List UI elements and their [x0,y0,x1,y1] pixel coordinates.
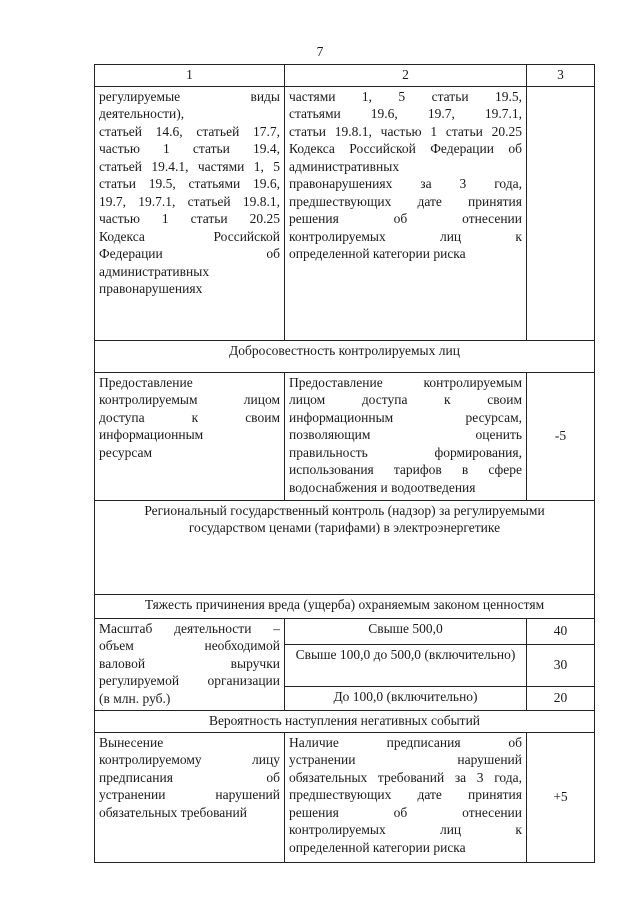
text-line: контролируемых лиц к [289,228,522,244]
orders-criterion-cell [95,732,285,862]
text-line: частью 1 статьи 20.25 [99,211,280,226]
text-line: устранении нарушений [99,787,280,802]
text-line: правонарушениях за 3 года, [289,176,522,191]
continuation-score-cell [527,86,595,340]
text-line: 19.7, 19.7.1, статьей 19.8.1, [99,193,280,209]
scale-score-cell: 20 [527,686,595,710]
header-col-2: 2 [285,65,527,87]
text-line: предшествующих дате принятия [289,787,522,802]
text-line: определенной категории риска [289,839,466,855]
text-line: позволяющим оценить [289,427,522,442]
section-row-severity [95,594,595,618]
text-line: контролируемым лицом [99,392,280,407]
text-line: определенной категории риска [289,246,466,261]
scale-score-cell: 30 [527,644,595,686]
text-line: обязательных требований [99,804,247,820]
text-line: устранении нарушений [289,752,522,767]
orders-score: +5 [527,732,595,862]
text-line: предшествующих дате принятия [289,193,522,209]
text-line: контролируемому лицу [99,752,280,767]
scale-score-cell: 40 [527,618,595,644]
text-line: статьей 19.4.1, частями 1, 5 [99,158,280,174]
text-line: статьями 19.6, 19.7, 19.7.1, [289,106,522,121]
text-line: предписания об [99,769,280,785]
scale-range-cell: Свыше 100,0 до 500,0 (включительно) [285,644,527,686]
text-line: Масштаб деятельности – [99,620,280,636]
continuation-criterion-cell [95,86,285,340]
table-row-continuation [95,86,595,340]
section-row-probability [95,710,595,732]
text-line: решения об отнесении [289,804,522,820]
text-line: правонарушениях [99,281,203,296]
text-line: (в млн. руб.) [99,690,171,706]
text-line: использования тарифов в сфере [289,462,522,477]
text-line: Кодекса Российской Федерации об [289,141,522,156]
text-line: Предоставление контролируемым [289,374,522,390]
text-line: правильность формирования, [289,444,522,460]
scale-range-cell: Свыше 500,0 [285,618,527,644]
text-line: Вынесение [99,734,164,750]
table-row-orders [95,732,595,862]
text-line: информационным ресурсам, [289,409,522,425]
table-row-good-faith [95,372,595,500]
good-faith-indicator-cell [285,372,527,500]
table-row-scale-tier-1 [95,618,595,644]
scale-criterion-cell [95,618,285,710]
text-line: водоснабжения и водоотведения [289,479,476,495]
text-line: Кодекса Российской [99,228,280,244]
good-faith-criterion-cell [95,372,285,500]
good-faith-score: -5 [527,372,595,500]
text-line: ресурсам [99,444,153,460]
header-col-3: 3 [527,65,595,87]
text-line: статьи 19.5, статьями 19.6, [99,176,280,191]
text-line: регулируемой организации [99,673,280,688]
text-line: валовой выручки [99,655,280,671]
text-line: частями 1, 5 статьи 19.5, [289,88,522,104]
section-heading: Тяжесть причинения вреда (ущерба) охраняемым законом ценностям [95,594,595,618]
text-line: объем необходимой [99,638,280,653]
header-col-1: 1 [95,65,285,87]
text-line: решения об отнесении [289,211,522,226]
continuation-indicator-cell [285,86,527,340]
text-line: лицом доступа к своим [289,392,522,407]
text-line: административных [289,158,400,174]
text-line: административных [99,263,210,279]
text-line: доступа к своим [99,409,280,425]
risk-criteria-table [94,64,595,863]
scale-range-cell: До 100,0 (включительно) [285,686,527,710]
section-heading: Добросовестность контролируемых лиц [95,340,595,372]
text-line: деятельности), [99,106,185,121]
text-line: регулируемые виды [99,88,280,104]
text-line: Предоставление [99,374,193,390]
text-line: статьей 14.6, статьей 17.7, [99,123,280,139]
orders-indicator-cell [285,732,527,862]
text-line: информационным [99,427,204,442]
section-row-good-faith [95,340,595,372]
section-row-regional-control [95,500,595,594]
table-header-row [95,65,595,87]
text-line: Федерации об [99,246,280,261]
text-line: статьи 19.8.1, частью 1 статьи 20.25 [289,123,522,139]
text-line: обязательных требований за 3 года, [289,769,522,785]
text-line: частью 1 статьи 19.4, [99,141,280,156]
text-line: Наличие предписания об [289,734,522,750]
text-line: контролируемых лиц к [289,822,522,837]
page-number: 7 [316,44,324,59]
section-heading: Региональный государственный контроль (надзор) за регулируемыми государством ценами (тарифами) в электроэнергетике [95,500,595,594]
section-heading: Вероятность наступления негативных событий [95,710,595,732]
